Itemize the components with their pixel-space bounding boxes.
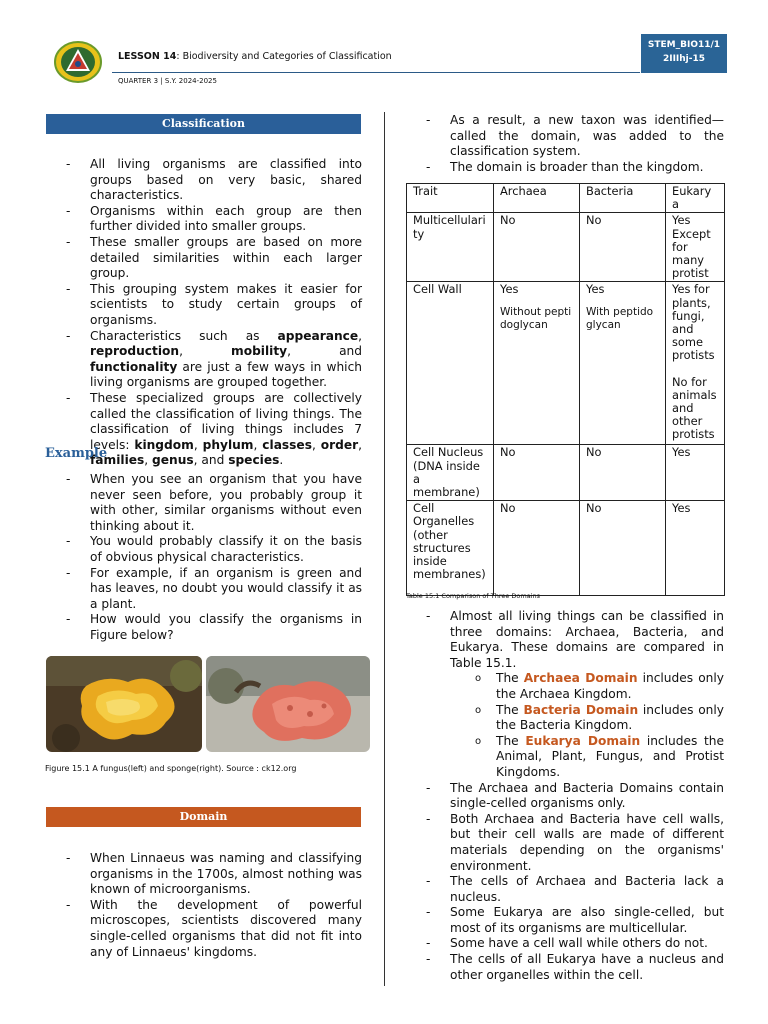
sub-list-text: includes only the Archaea Kingdom. — [496, 671, 724, 701]
list-item: - Some have a cell wall while others do not. — [406, 936, 724, 952]
table-row — [407, 501, 725, 596]
list-item-text: , — [358, 437, 362, 452]
term-functionality: functionality — [90, 359, 178, 374]
list-item: - How would you classify the organisms in Figure below? — [46, 612, 362, 643]
table-caption: Table 15.1 Comparison of Three Domains — [406, 592, 541, 600]
lesson-name: : Biodiversity and Categories of Classification — [176, 51, 392, 62]
competency-code-badge — [641, 34, 727, 73]
lesson-label: LESSON 14 — [118, 51, 177, 62]
bacteria-domain-term: Bacteria Domain — [523, 702, 639, 717]
quarter-label: QUARTER 3 | S.Y. 2024-2025 — [118, 77, 217, 85]
figure-caption: Figure 15.1 A fungus(left) and sponge(right). Source : ck12.org — [45, 764, 297, 773]
term-appearance: appearance — [277, 328, 359, 343]
table-row — [407, 213, 725, 282]
sub-list-text: The — [496, 733, 526, 748]
list-item-text: , — [358, 328, 362, 343]
table-row — [407, 282, 725, 445]
table-cell: No — [494, 501, 580, 596]
table-cell-text: Yes for plants, fungi, and some protists — [672, 282, 715, 363]
list-item-text: are just a few ways in which living organisms are grouped together. — [90, 359, 362, 390]
table-cell-note: Without peptidoglycan — [500, 305, 572, 331]
table-cell: Yes — [666, 445, 725, 501]
list-item-text: Characteristics such as — [90, 328, 278, 343]
eukarya-domain-term: Eukarya Domain — [525, 733, 641, 748]
example-heading: Example — [45, 446, 108, 461]
term-families: families — [90, 453, 145, 468]
table-cell-note: With peptidoglycan — [586, 305, 654, 331]
list-item-text: , — [144, 453, 153, 468]
lesson-title — [118, 51, 392, 62]
table-header-cell: Trait — [407, 184, 494, 213]
table-cell-text: Yes — [500, 282, 519, 297]
table-cell: No — [494, 213, 580, 282]
list-item: - When Linnaeus was naming and classifying organisms in the 1700s, almost nothing was known of microorganisms. — [46, 851, 362, 898]
list-item-text: , — [179, 344, 232, 359]
sub-list-item — [450, 671, 724, 702]
list-item: - Some Eukarya are also single-celled, but most of its organisms are multicellular. — [406, 905, 724, 936]
term-genus: genus — [152, 453, 194, 468]
list-item-text: These specialized groups are collectively called the classification of living things. The classification of living things includes 7 levels: — [90, 390, 362, 452]
list-item-text: This grouping system makes it easier for scientists to study certain groups of organisms. — [90, 281, 362, 327]
fungus-photo — [46, 656, 202, 752]
domain-points-list — [450, 671, 724, 780]
list-item-text: , and — [193, 453, 229, 468]
table-cell-text: Yes — [586, 282, 605, 297]
table-header-cell: Eukarya — [666, 184, 725, 213]
table-cell: Cell Nucleus (DNA inside a membrane) — [407, 445, 494, 501]
domain-comparison-table — [406, 183, 725, 596]
table-cell — [494, 282, 580, 445]
list-item: - The cells of Archaea and Bacteria lack a nucleus. — [406, 874, 724, 905]
term-kingdom: kingdom — [134, 437, 194, 452]
table-cell: No — [580, 445, 666, 501]
table-cell: No — [494, 445, 580, 501]
list-item-text: . — [279, 453, 284, 468]
term-order: order — [320, 437, 359, 452]
table-header-cell: Archaea — [494, 184, 580, 213]
domain-intro-list — [406, 113, 724, 175]
list-item — [46, 235, 362, 282]
list-item — [406, 609, 724, 781]
table-header-cell: Bacteria — [580, 184, 666, 213]
list-item-text: , — [311, 437, 321, 452]
table-cell: Multicellularity — [407, 213, 494, 282]
table-cell: Cell Organelles (other structures inside membranes) — [407, 501, 494, 596]
list-item-text: Organisms within each group are then further divided into smaller groups. — [90, 203, 362, 234]
list-item: - The domain is broader than the kingdom. — [406, 160, 724, 176]
classification-banner: Classification — [46, 114, 361, 134]
list-item: - You would probably classify it on the basis of obvious physical characteristics. — [46, 534, 362, 565]
classification-list — [46, 157, 362, 469]
table-cell: Yes — [666, 501, 725, 596]
domain-banner: Domain — [46, 807, 361, 827]
list-item — [46, 157, 362, 204]
list-item: - The Archaea and Bacteria Domains contain single-celled organisms only. — [406, 781, 724, 812]
sub-list-text: The — [496, 671, 524, 686]
archaea-domain-term: Archaea Domain — [523, 671, 638, 686]
term-mobility: mobility — [231, 344, 288, 359]
sub-list-text: includes only the Bacteria Kingdom. — [496, 702, 724, 733]
list-item — [46, 204, 362, 235]
term-reproduction: reproduction — [90, 344, 180, 359]
header-rule — [112, 72, 640, 73]
list-item: - With the development of powerful microscopes, scientists discovered many single-celled organisms that did not fit into any of Linnaeus' kingdoms. — [46, 898, 362, 960]
domain-list — [46, 851, 362, 960]
list-item-text: All living organisms are classified into groups based on very basic, shared characteristics. — [90, 157, 362, 203]
table-cell-note: No for animals and other protists — [672, 374, 717, 442]
example-list — [46, 472, 362, 644]
sub-list-item — [450, 703, 724, 734]
table-cell — [666, 282, 725, 445]
list-item: - When you see an organism that you have never seen before, you probably group it with other, similar organisms without even thinking about it. — [46, 472, 362, 534]
list-item — [46, 282, 362, 329]
sub-list-text: includes the Animal, Plant, Fungus, and Protist Kingdoms. — [496, 733, 724, 779]
table-row — [407, 445, 725, 501]
competency-code-line2: 2IIIhj-15 — [662, 54, 706, 64]
competency-code-line1: STEM_BIO11/1 — [647, 40, 721, 50]
table-cell: No — [580, 213, 666, 282]
term-species: species — [228, 453, 280, 468]
table-cell: Yes Except for many protist — [666, 213, 725, 282]
table-header-row — [407, 184, 725, 213]
list-item: - Both Archaea and Bacteria have cell walls, but their cell walls are made of different materials depending on the organisms' environment. — [406, 812, 724, 874]
list-item-text: , — [193, 437, 203, 452]
list-item-text: - Almost all living things can be classified in three domains: Archaea, Bacteria, and Eukarya. These domains are compared in Table 15.1. — [450, 609, 724, 670]
school-seal-logo — [54, 41, 102, 83]
table-cell — [580, 282, 666, 445]
list-item-text: , — [253, 437, 263, 452]
list-item-text: These smaller groups are based on more detailed similarities within each larger group. — [90, 234, 362, 281]
term-phylum: phylum — [202, 437, 254, 452]
sub-list-item — [450, 734, 724, 781]
sub-list-text: The — [496, 702, 524, 717]
term-classes: classes — [262, 437, 312, 452]
list-item-text: , and — [287, 344, 362, 359]
table-cell: Cell Wall — [407, 282, 494, 445]
list-item: - As a result, a new taxon was identified—called the domain, was added to the classification system. — [406, 113, 724, 160]
column-divider — [384, 112, 385, 986]
table-cell: No — [580, 501, 666, 596]
list-item: - For example, if an organism is green and has leaves, no doubt you would classify it as a plant. — [46, 566, 362, 613]
list-item — [46, 329, 362, 391]
list-item: - The cells of all Eukarya have a nucleus and other organelles within the cell. — [406, 952, 724, 983]
sponge-photo — [206, 656, 370, 752]
domain-summary-list — [406, 609, 724, 983]
